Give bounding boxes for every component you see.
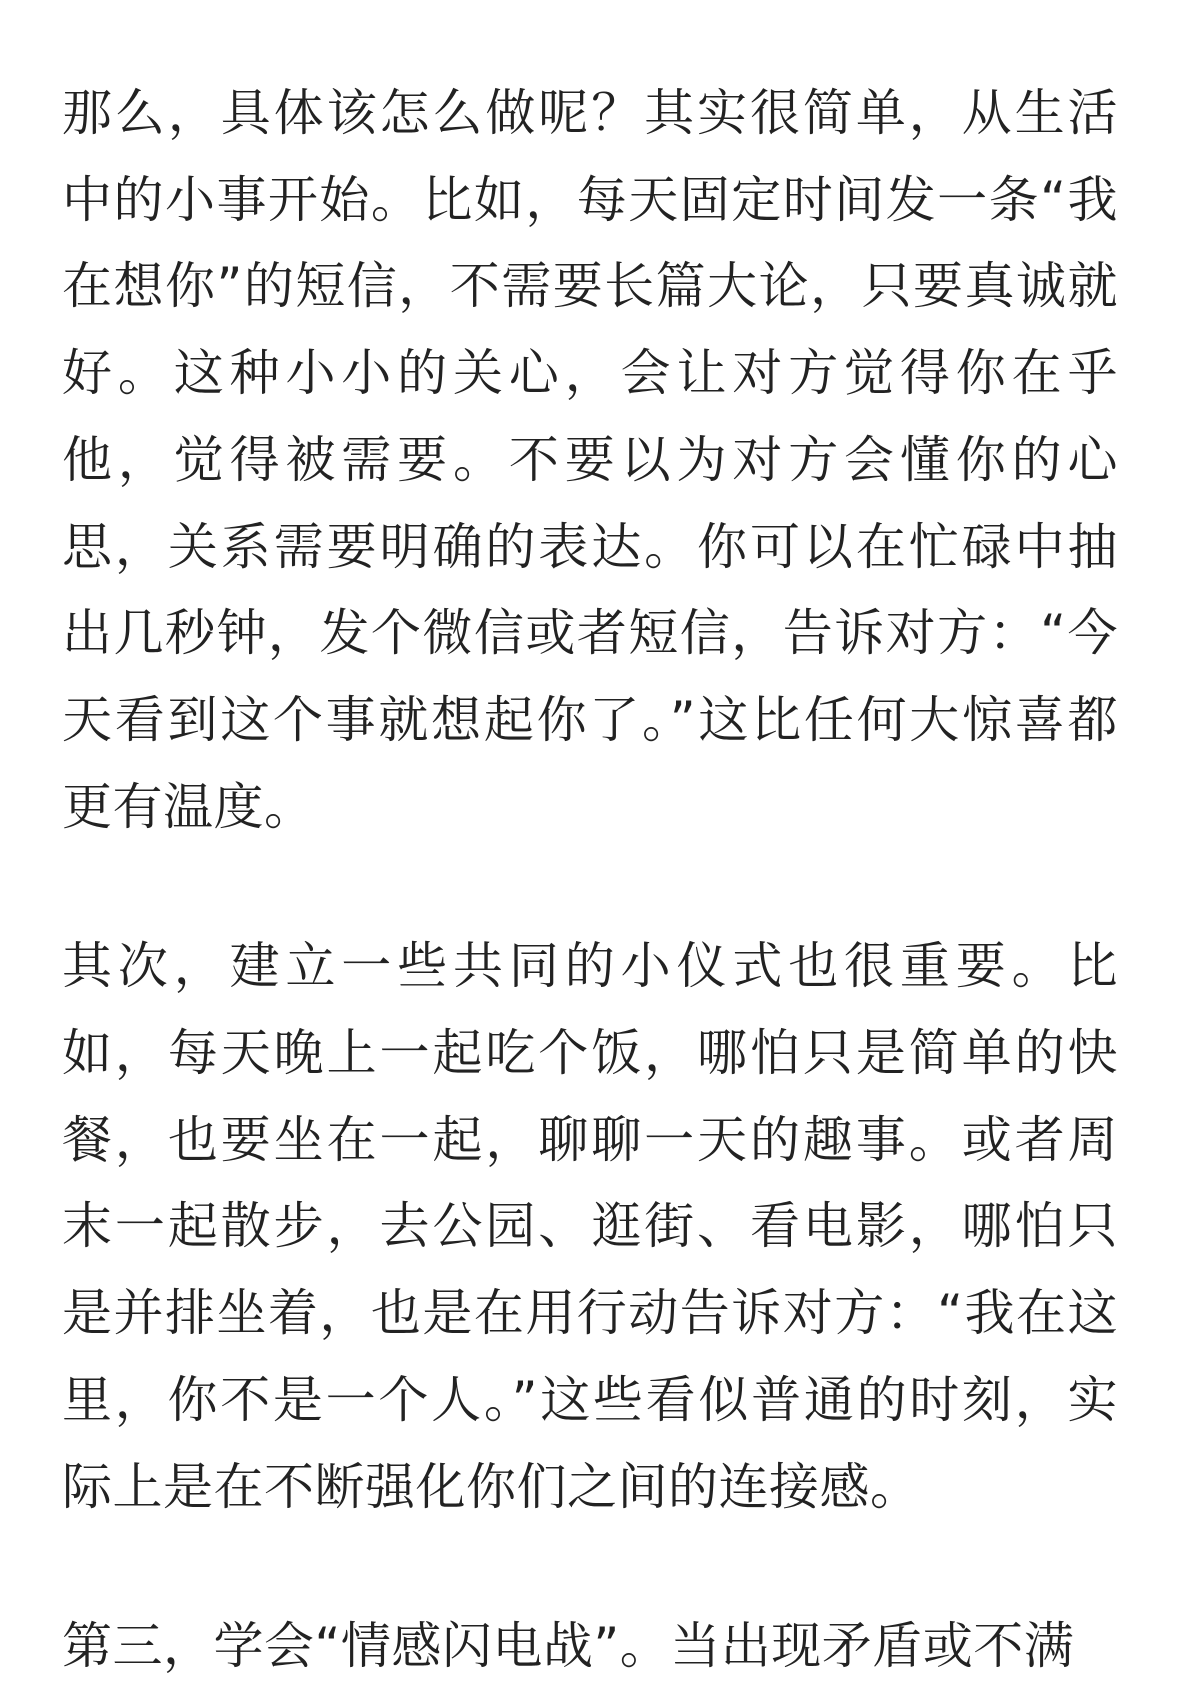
paragraph-3: 第三，学会“情感闪电战”。当出现矛盾或不满 [62,1617,1075,1676]
article-body [62,70,1118,1690]
paragraph-1: 那么，具体该怎么做呢？其实很简单，从生活中的小事开始。比如，每天固定时间发一条“我在想你”的短信，不需要长篇大论，只要真诚就好。这种小小的关心，会让对方觉得你在乎他，觉得被需要。不要以为对方会懂你的心思，关系需要明确的表达。你可以在忙碌中抽出几秒钟，发个微信或者短信，告诉对方：“今天看到这个事就想起你了。”这比任何大惊喜都更有温度。 [62,84,1118,836]
paragraph-2: 其次，建立一些共同的小仪式也很重要。比如，每天晚上一起吃个饭，哪怕只是简单的快餐，也要坐在一起，聊聊一天的趣事。或者周末一起散步，去公园、逛街、看电影，哪怕只是并排坐着，也是在用行动告诉对方：“我在这里，你不是一个人。”这些看似普通的时刻，实际上是在不断强化你们之间的连接感。 [62,937,1118,1516]
